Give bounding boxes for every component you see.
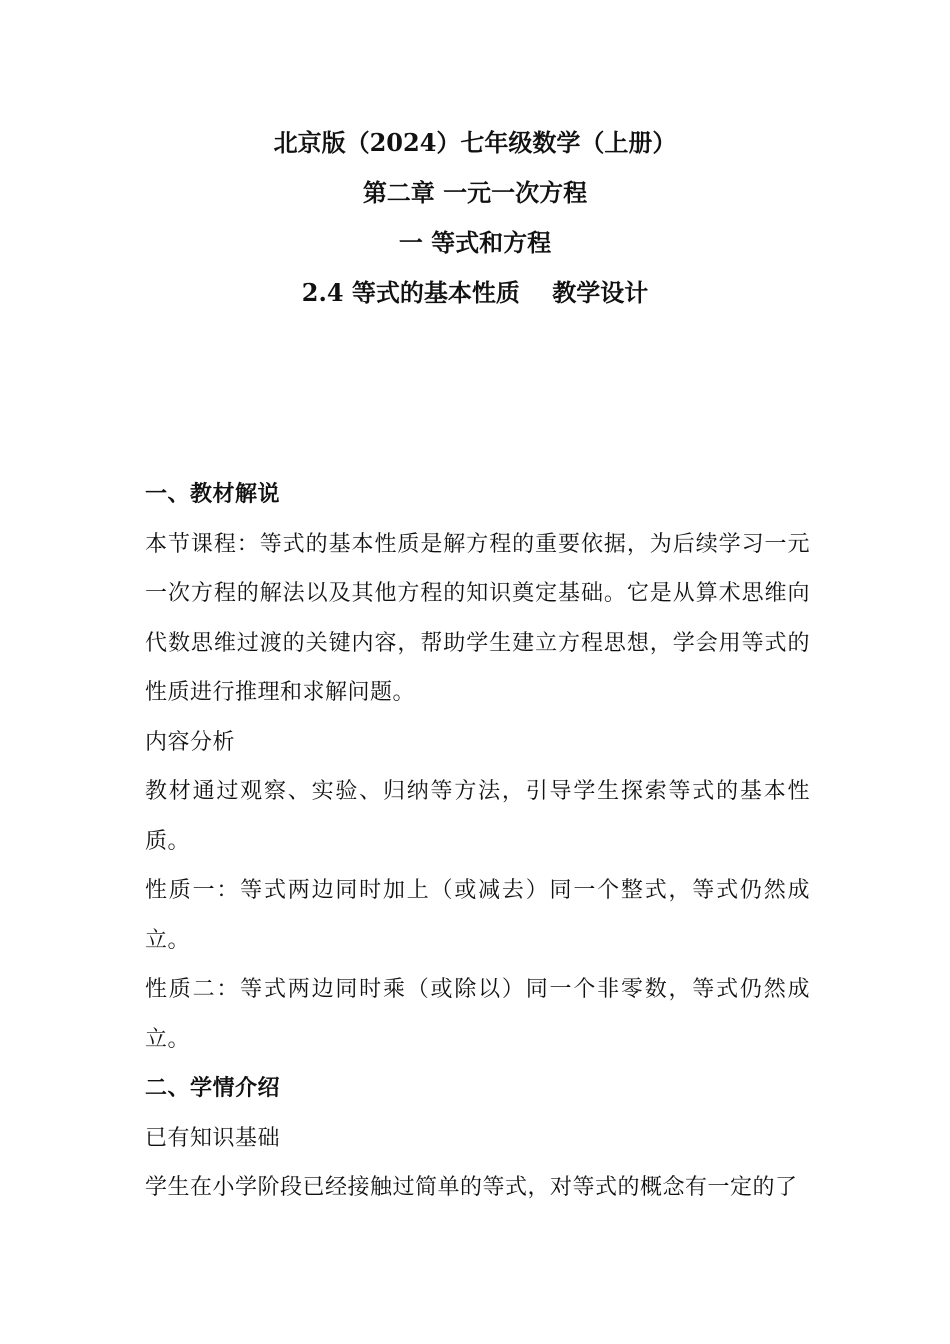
document-body: [145, 470, 810, 1213]
paragraph-property-two: 性质二：等式两边同时乘（或除以）同一个非零数，等式仍然成立。: [145, 977, 810, 1052]
textbook-title: 北京版（2024）七年级数学（上册）: [273, 128, 677, 157]
subheading-content-analysis: 内容分析: [145, 729, 236, 755]
paragraph-course-overview: 本节课程：等式的基本性质是解方程的重要依据，为后续学习一元一次方程的解法以及其他方程的知识奠定基础。它是从算术思维向代数思维过渡的关键内容，帮助学生建立方程思想，学会用等式的性质进行推理和求解问题。: [145, 531, 810, 705]
title-block: [0, 118, 950, 318]
section-heading-student-situation: 二、学情介绍: [145, 1075, 281, 1101]
paragraph-prior-knowledge: 学生在小学阶段已经接触过简单的等式，对等式的概念有一定的了: [145, 1175, 798, 1200]
section-title: 一 等式和方程: [398, 228, 552, 257]
paragraph-property-one: 性质一：等式两边同时加上（或减去）同一个整式，等式仍然成立。: [145, 878, 810, 953]
lesson-title: 2.4 等式的基本性质 教学设计: [301, 278, 649, 307]
subheading-prior-knowledge: 已有知识基础: [145, 1125, 281, 1151]
section-heading-textbook-analysis: 一、教材解说: [145, 481, 281, 507]
paragraph-content-analysis: 教材通过观察、实验、归纳等方法，引导学生探索等式的基本性质。: [145, 779, 810, 854]
chapter-title: 第二章 一元一次方程: [362, 178, 588, 207]
